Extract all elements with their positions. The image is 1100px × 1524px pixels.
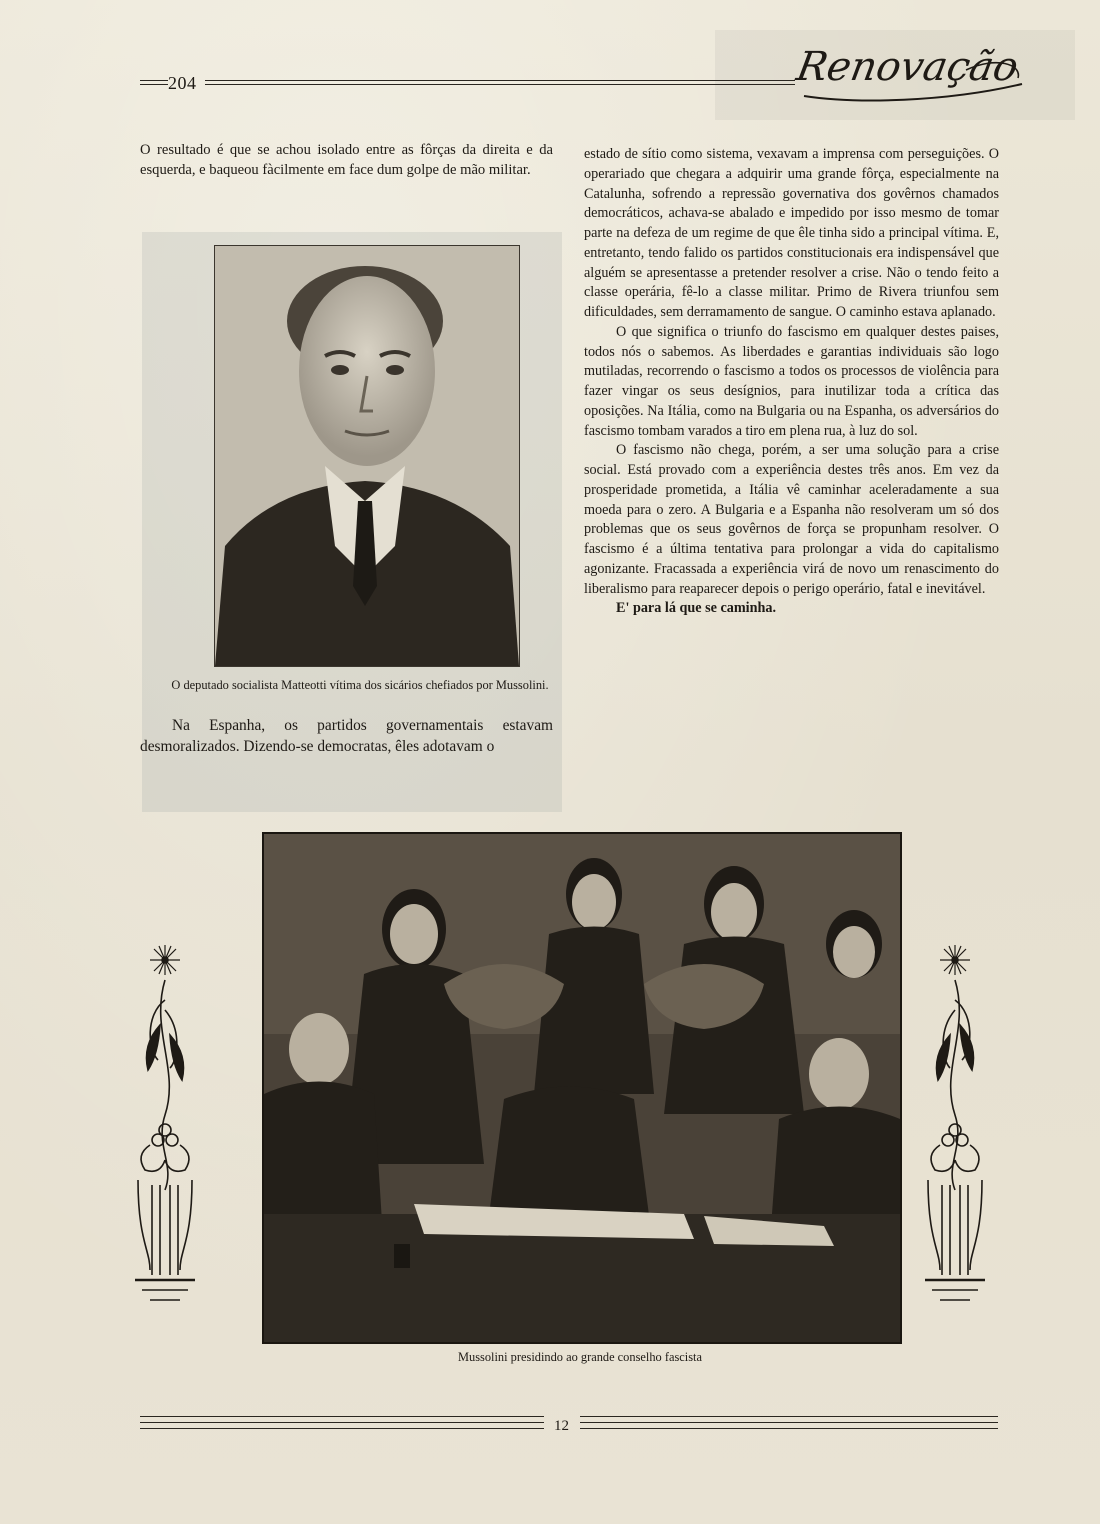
paragraph: O fascismo não chega, porém, a ser uma solução para a crise social. Está provado com a experiência destes três anos. Em vez da prosperidade prometida, a Itália vê caminhar aceleradamente a sua moeda para o zero. A Bulgaria e a Espanha não resolveram um só dos problemas que os seus govêrnos de força se propunham resolver. O fascismo é a última tentativa para prolongar a vida do capitalismo agonizante. Fracassada a experiência virá de novo um renascimento do liberalismo para reaparecer depois o perigo operário, fatal e inevitável. xyxy=(584,442,999,597)
footer-rule xyxy=(580,1422,998,1423)
footer-rule xyxy=(580,1416,998,1417)
footer-rule xyxy=(140,1416,544,1417)
left-column-top xyxy=(140,140,553,180)
paragraph: O resultado é que se achou isolado entre as fôrças da direita e da esquerda, e baqueou fàcilmente em face dum golpe de mão militar. xyxy=(140,142,553,179)
paragraph: E' para lá que se caminha. xyxy=(616,600,777,617)
footer-rule xyxy=(140,1422,544,1423)
group-photo xyxy=(262,832,902,1344)
magazine-logo: Renovação xyxy=(793,44,1022,90)
art-nouveau-ornament-icon xyxy=(130,940,200,1310)
page-number: 204 xyxy=(168,73,197,93)
portrait-caption: O deputado socialista Matteotti vítima dos sicários chefiados por Mussolini. xyxy=(171,678,549,692)
header-rule xyxy=(140,80,168,85)
header-rule xyxy=(205,80,795,85)
paragraph: estado de sítio como sistema, vexavam a imprensa com perseguições. O operariado que chegara a adquirir uma grande fôrça, especialmente na Catalunha, sofrendo a repressão governativa dos govêrnos chamados democráticos, achava-se abalado e impedido por isso mesmo de tomar parte na defeza de um regime de que êle tinha sido a principal vítima. E, entretanto, tendo falido os partidos constitucionais era indispensável que alguém se apresentasse a pretender resolver a crise. Não o tendo feito a classe operária, fê-lo a classe militar. Primo de Rivera triunfou sem dificuldades, sem derramamento de sangue. O caminho estava aplanado. xyxy=(584,146,999,320)
paragraph: O que significa o triunfo do fascismo em qualquer destes paises, todos nós o sabemos. As liberdades e garantias individuais são logo mutiladas, recorrendo o fascismo a todos os processos de violência para fazer vingar os seus desígnios, para inutilizar toda a crítica das oposições. Na Itália, como na Bulgaria ou na Espanha, os adversários do fascismo tombam varados a tiro em plena rua, à luz do sol. xyxy=(584,323,999,439)
right-column xyxy=(584,145,999,619)
footer-rule xyxy=(580,1428,998,1429)
paragraph: Na Espanha, os partidos governamentais estavam desmoralizados. Dizendo-se democratas, êles adotavam o xyxy=(140,717,553,755)
left-column-bottom xyxy=(140,716,553,757)
portrait-photo xyxy=(214,245,520,667)
logo-swash-icon xyxy=(796,44,1026,104)
art-nouveau-ornament-icon xyxy=(920,940,990,1310)
footer-rule xyxy=(140,1428,544,1429)
group-photo-caption: Mussolini presidindo ao grande conselho fascista xyxy=(458,1350,702,1364)
folio-number: 12 xyxy=(554,1418,569,1434)
